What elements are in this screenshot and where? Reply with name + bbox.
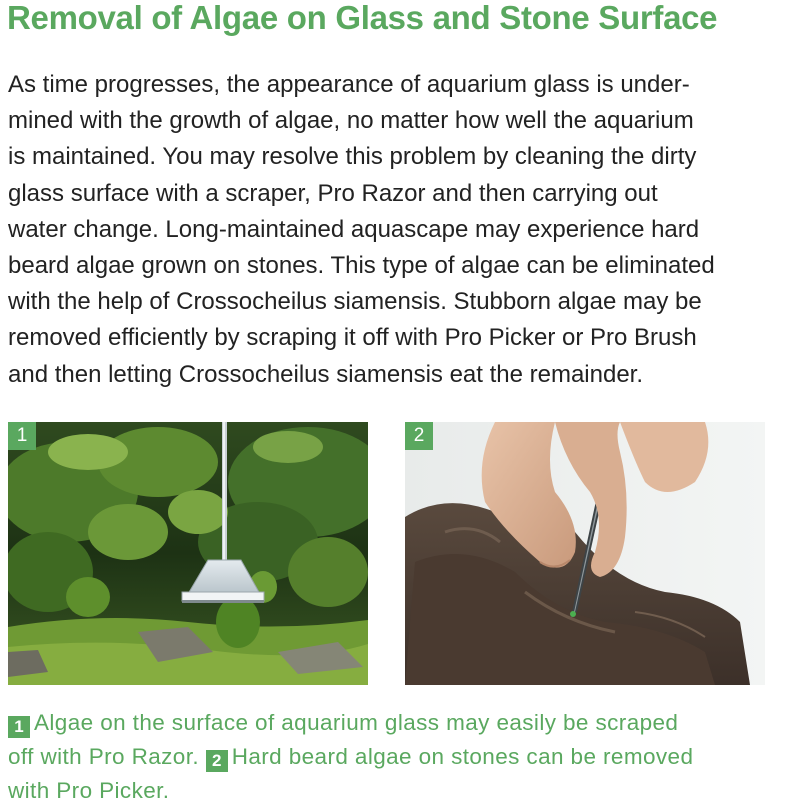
aquarium-scraper-photo bbox=[8, 422, 368, 685]
body-line: beard algae grown on stones. This type of algae can be eliminated bbox=[8, 252, 715, 280]
caption-text: Algae on the surface of aquarium glass may easily be scraped bbox=[34, 710, 679, 735]
body-line: and then letting Crossocheilus siamensis eat the remainder. bbox=[8, 360, 644, 388]
body-paragraph bbox=[8, 67, 768, 393]
body-line: As time progresses, the appearance of aquarium glass is under- bbox=[8, 71, 690, 98]
caption-number-badge: 1 bbox=[8, 716, 30, 738]
caption-text: off with Pro Razor. bbox=[8, 744, 200, 769]
stone-picker-illustration bbox=[405, 422, 765, 685]
caption-text: Hard beard algae on stones can be removed bbox=[231, 744, 694, 769]
photo-caption bbox=[8, 706, 798, 808]
caption-line: with Pro Picker. bbox=[8, 778, 170, 803]
body-line: mined with the growth of algae, no matter how well the aquarium bbox=[8, 107, 694, 135]
body-line: glass surface with a scraper, Pro Razor and then carrying out bbox=[8, 179, 658, 207]
body-line: with the help of Crossocheilus siamensis. Stubborn algae may be bbox=[8, 288, 702, 316]
body-line: is maintained. You may resolve this problem by cleaning the dirty bbox=[8, 143, 697, 171]
caption-line bbox=[8, 740, 798, 774]
stone-picker-photo bbox=[405, 422, 765, 685]
caption-number-badge: 2 bbox=[206, 750, 228, 772]
photo-number-badge: 1 bbox=[8, 422, 36, 450]
caption-line bbox=[8, 706, 798, 740]
page-title: Removal of Algae on Glass and Stone Surface bbox=[7, 0, 718, 36]
body-line: removed efficiently by scraping it off with Pro Picker or Pro Brush bbox=[8, 324, 697, 352]
photo-number-badge: 2 bbox=[405, 422, 433, 450]
body-line: water change. Long-maintained aquascape may experience hard bbox=[8, 215, 700, 243]
aquarium-scene-illustration bbox=[8, 422, 368, 685]
